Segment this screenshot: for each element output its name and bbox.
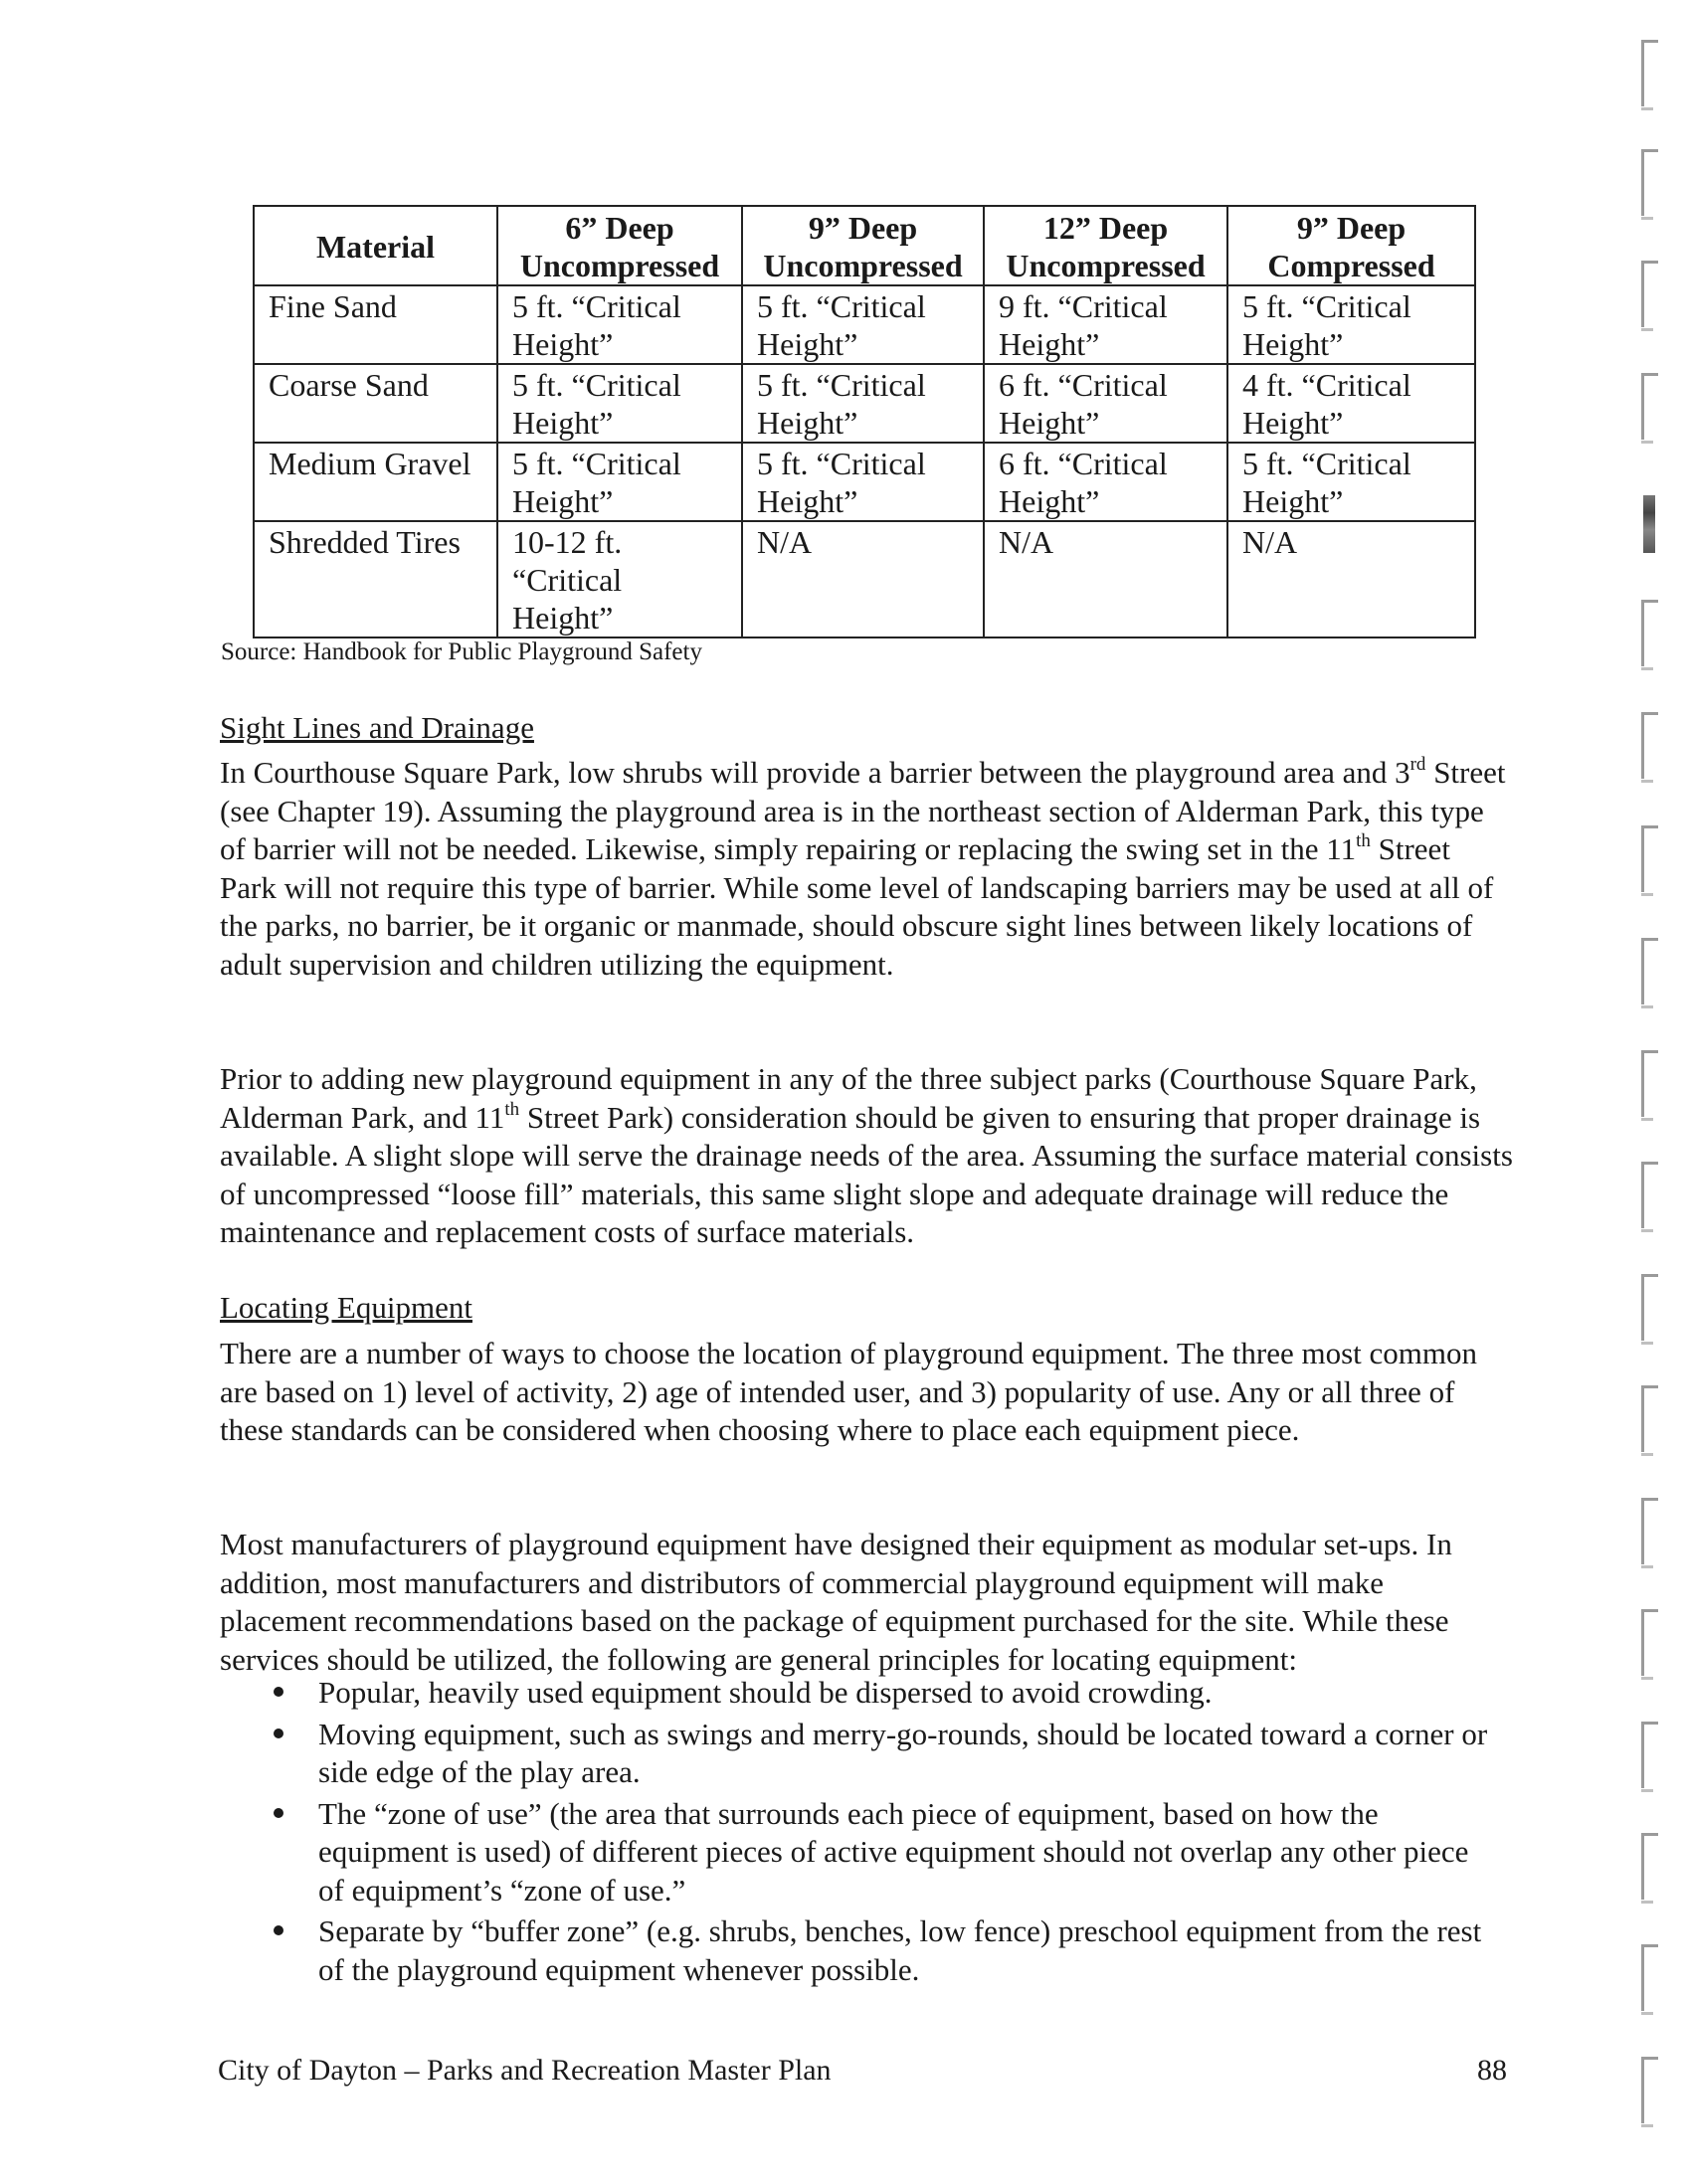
table-cell: 6 ft. “Critical Height” (984, 364, 1227, 443)
binder-tab-mark (1641, 1274, 1658, 1341)
binder-tab-mark (1641, 1050, 1658, 1117)
table-cell: N/A (984, 521, 1227, 637)
header-12in-uncompressed: 12” Deep Uncompressed (984, 206, 1227, 285)
bullet-icon (274, 1687, 283, 1697)
text-run: Prior to adding new playground equipment in any of the three subject parks (Courthouse Square Park, Alderman Park, and 11 (220, 1061, 1477, 1135)
table-row (254, 285, 1475, 364)
paragraph-locating-1: There are a number of ways to choose the location of playground equipment. The three most common are based on 1) level of activity, 2) age of intended user, and 3) popularity of use. Any or all three of these standards can be considered when choosing where to place each equipment piece. (220, 1336, 1478, 1447)
list-item (257, 1674, 1500, 1713)
binder-tab-mark (1641, 825, 1658, 892)
list-item-text: Moving equipment, such as swings and merry-go-rounds, should be located toward a corner or side edge of the play area. (318, 1716, 1488, 1789)
list-item-text: The “zone of use” (the area that surrounds each piece of equipment, based on how the equipment is used) of different pieces of active equipment should not overlap any other piece of equipment’s “zone of use.” (318, 1795, 1469, 1908)
superscript: th (1356, 830, 1371, 851)
list-item (257, 1912, 1500, 1989)
paragraph-locating-2: Most manufacturers of playground equipment have designed their equipment as modular set-ups. In addition, most manufacturers and distributors of commercial playground equipment will make placement recommendations based on the package of equipment purchased for the site. While these services should be utilized, the following are general principles for locating equipment: (220, 1527, 1452, 1677)
table-header-row (254, 206, 1475, 285)
binder-tab-mark (1641, 149, 1658, 216)
binder-tab-mark (1641, 1833, 1658, 1900)
table-cell: Fine Sand (254, 285, 497, 364)
table-cell: N/A (742, 521, 984, 637)
principles-list (257, 1674, 1500, 1992)
binder-tab-solid (1643, 495, 1655, 553)
binder-tab-mark (1641, 40, 1658, 106)
bullet-icon (274, 1925, 283, 1935)
binder-tab-mark (1641, 1162, 1658, 1228)
surfacing-depth-table (253, 205, 1476, 638)
binder-tab-mark (1641, 1722, 1658, 1788)
binder-tab-mark (1641, 1944, 1658, 2011)
binder-tab-mark (1641, 1609, 1658, 1676)
table-cell: 9 ft. “Critical Height” (984, 285, 1227, 364)
binder-tab-mark (1641, 1498, 1658, 1564)
table-cell: 5 ft. “Critical Height” (1227, 443, 1475, 521)
table-cell: 5 ft. “Critical Height” (497, 285, 742, 364)
text-run: Street Park) consideration should be given to ensuring that proper drainage is available. A slight slope will serve the drainage needs of the area. Assuming the surface material consists of uncompressed “loose fill” materials, this same slight slope and adequate drainage will reduce the maintenance and replacement costs of surface materials. (220, 1099, 1513, 1249)
list-item (257, 1716, 1500, 1792)
text-run: Street (see Chapter 19). Assuming the playground area is in the northeast section of Alderman Park, this type of barrier will not be needed. Likewise, simply repairing or replacing the swing set in the 11 (220, 755, 1506, 866)
header-6in-uncompressed: 6” Deep Uncompressed (497, 206, 742, 285)
table-cell: 5 ft. “Critical Height” (1227, 285, 1475, 364)
text-run: In Courthouse Square Park, low shrubs will provide a barrier between the playground area and 3 (220, 755, 1410, 790)
bullet-icon (274, 1808, 283, 1818)
binder-tab-mark (1641, 373, 1658, 440)
header-9in-uncompressed: 9” Deep Uncompressed (742, 206, 984, 285)
page-number: 88 (1477, 2054, 1507, 2087)
list-item-text: Popular, heavily used equipment should be dispersed to avoid crowding. (318, 1675, 1213, 1710)
table-cell: 5 ft. “Critical Height” (742, 443, 984, 521)
table-row (254, 443, 1475, 521)
table-cell: 6 ft. “Critical Height” (984, 443, 1227, 521)
paragraph-drainage (220, 1060, 1513, 1252)
binder-tab-mark (1641, 2057, 1658, 2123)
paragraph-sight-lines-1 (220, 754, 1513, 984)
binder-tab-mark (1641, 600, 1658, 666)
table-row (254, 521, 1475, 637)
table-cell: N/A (1227, 521, 1475, 637)
list-item-text: Separate by “buffer zone” (e.g. shrubs, benches, low fence) preschool equipment from the rest of the playground equipment whenever possible. (318, 1913, 1482, 1987)
binder-tab-mark (1641, 712, 1658, 779)
table-cell: Medium Gravel (254, 443, 497, 521)
table-cell: 4 ft. “Critical Height” (1227, 364, 1475, 443)
table-cell: 10-12 ft. “Critical Height” (497, 521, 742, 637)
table-cell: Shredded Tires (254, 521, 497, 637)
heading-locating-equipment: Locating Equipment (220, 1290, 472, 1325)
superscript: th (504, 1098, 520, 1120)
heading-sight-lines: Sight Lines and Drainage (220, 710, 534, 745)
superscript: rd (1409, 754, 1426, 775)
table-cell: 5 ft. “Critical Height” (742, 364, 984, 443)
footer-title: City of Dayton – Parks and Recreation Master Plan (218, 2054, 832, 2087)
table-row (254, 364, 1475, 443)
table-cell: 5 ft. “Critical Height” (497, 364, 742, 443)
binder-tab-mark (1641, 938, 1658, 1004)
text-run: Street Park will not require this type of barrier. While some level of landscaping barriers may be used at all of the parks, no barrier, be it organic or manmade, should obscure sight lines between likely locations of adult supervision and children utilizing the equipment. (220, 831, 1494, 982)
list-item (257, 1795, 1500, 1911)
header-material: Material (254, 206, 497, 285)
table-cell: 5 ft. “Critical Height” (742, 285, 984, 364)
table-source-note: Source: Handbook for Public Playground Safety (221, 638, 702, 665)
binder-tab-mark (1641, 261, 1658, 327)
header-9in-compressed: 9” Deep Compressed (1227, 206, 1475, 285)
binder-tab-mark (1641, 1385, 1658, 1452)
table-cell: 5 ft. “Critical Height” (497, 443, 742, 521)
bullet-icon (274, 1729, 283, 1738)
table-cell: Coarse Sand (254, 364, 497, 443)
